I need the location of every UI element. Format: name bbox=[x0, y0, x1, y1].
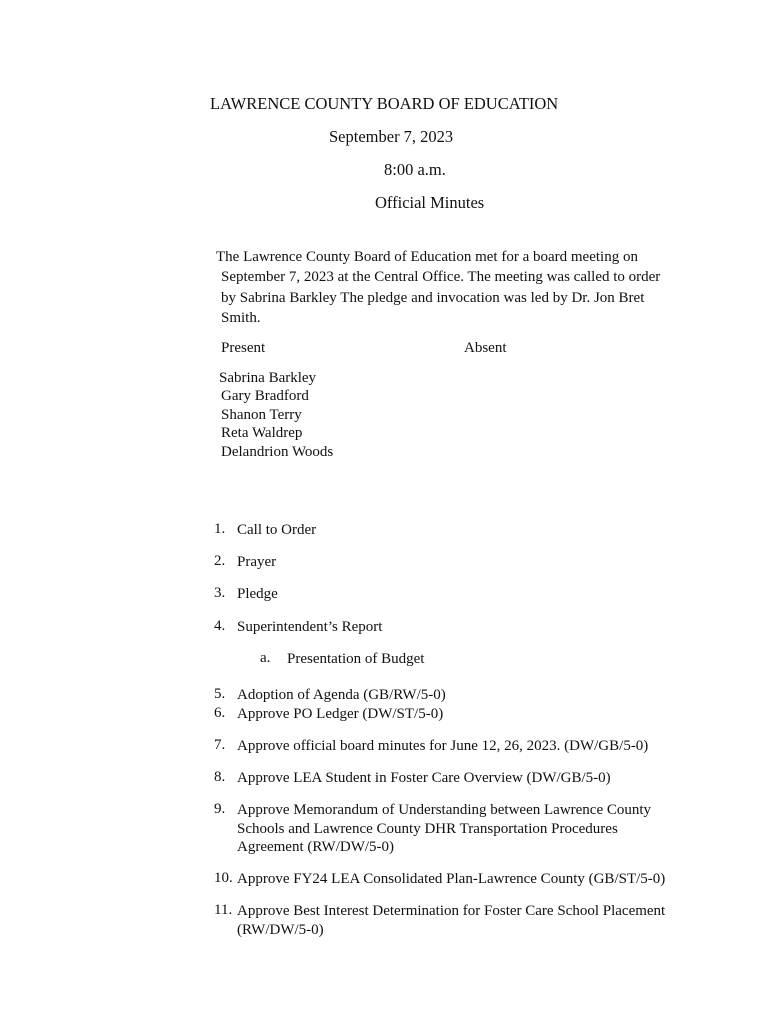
agenda-item-line: Approve Best Interest Determination for Foster Care School Placement bbox=[237, 903, 666, 919]
agenda-item bbox=[214, 737, 649, 754]
agenda-item-number: 9. bbox=[214, 801, 226, 817]
present-member: Delandrion Woods bbox=[221, 444, 334, 460]
agenda-item-number: 5. bbox=[214, 686, 226, 702]
agenda-item-number: 6. bbox=[214, 705, 226, 721]
agenda-item-number: 1. bbox=[214, 521, 226, 537]
meeting-date: September 7, 2023 bbox=[329, 127, 454, 146]
present-member: Reta Waldrep bbox=[221, 425, 303, 441]
agenda-item-number: 2. bbox=[214, 553, 226, 569]
intro-line-2: September 7, 2023 at the Central Office. The meeting was called to order bbox=[221, 269, 661, 285]
agenda-subitem-text: Presentation of Budget bbox=[287, 651, 425, 667]
document-title: LAWRENCE COUNTY BOARD OF EDUCATION bbox=[210, 94, 559, 113]
agenda-item-number: 7. bbox=[214, 737, 226, 753]
present-member: Shanon Terry bbox=[221, 407, 302, 423]
intro-line-1: The Lawrence County Board of Education met for a board meeting on bbox=[216, 249, 638, 265]
agenda-item-text bbox=[237, 902, 665, 939]
agenda-item-text: Superintendent’s Report bbox=[237, 619, 383, 635]
agenda-item bbox=[214, 769, 611, 786]
agenda-item-text: Call to Order bbox=[237, 522, 317, 538]
agenda-item bbox=[214, 553, 277, 570]
agenda-item-line: Agreement (RW/DW/5-0) bbox=[237, 839, 395, 855]
agenda-item-text: Prayer bbox=[237, 554, 277, 570]
agenda-item-text: Approve LEA Student in Foster Care Overview (DW/GB/5-0) bbox=[237, 770, 611, 786]
agenda-item-line: Schools and Lawrence County DHR Transportation Procedures bbox=[237, 820, 618, 837]
agenda-item bbox=[214, 521, 317, 538]
agenda-item-number: 11. bbox=[214, 902, 233, 918]
agenda-subitem-letter: a. bbox=[260, 650, 271, 666]
agenda-item bbox=[214, 585, 278, 602]
intro-line-4: Smith. bbox=[221, 310, 261, 326]
meeting-time: 8:00 a.m. bbox=[384, 160, 446, 179]
present-heading: Present bbox=[221, 340, 266, 356]
agenda-item bbox=[214, 870, 666, 887]
agenda-item bbox=[214, 705, 444, 722]
agenda-subitem bbox=[260, 650, 425, 667]
agenda-item-text: Adoption of Agenda (GB/RW/5-0) bbox=[237, 687, 446, 703]
agenda-item-number: 4. bbox=[214, 618, 226, 634]
agenda-item-number: 3. bbox=[214, 585, 226, 601]
agenda-item bbox=[214, 902, 666, 938]
agenda-item-text: Approve PO Ledger (DW/ST/5-0) bbox=[237, 706, 444, 722]
document-type: Official Minutes bbox=[375, 193, 485, 212]
intro-line-3: by Sabrina Barkley The pledge and invocation was led by Dr. Jon Bret bbox=[221, 290, 645, 306]
agenda-item bbox=[214, 686, 446, 703]
agenda-item-number: 10. bbox=[214, 870, 233, 886]
agenda-item-number: 8. bbox=[214, 769, 226, 785]
agenda-item-line: (RW/DW/5-0) bbox=[237, 921, 324, 938]
agenda-item-line: Approve Memorandum of Understanding between Lawrence County bbox=[237, 802, 652, 818]
present-member: Gary Bradford bbox=[221, 388, 309, 404]
agenda-item-text: Pledge bbox=[237, 586, 278, 602]
agenda-item bbox=[214, 618, 383, 635]
absent-heading: Absent bbox=[464, 340, 507, 356]
agenda-item-text: Approve FY24 LEA Consolidated Plan-Lawrence County (GB/ST/5-0) bbox=[237, 871, 666, 887]
agenda-item-text: Approve official board minutes for June 12, 26, 2023. (DW/GB/5-0) bbox=[237, 738, 649, 754]
agenda-item bbox=[214, 801, 652, 855]
present-member: Sabrina Barkley bbox=[219, 370, 317, 386]
agenda-item-text bbox=[237, 801, 651, 857]
